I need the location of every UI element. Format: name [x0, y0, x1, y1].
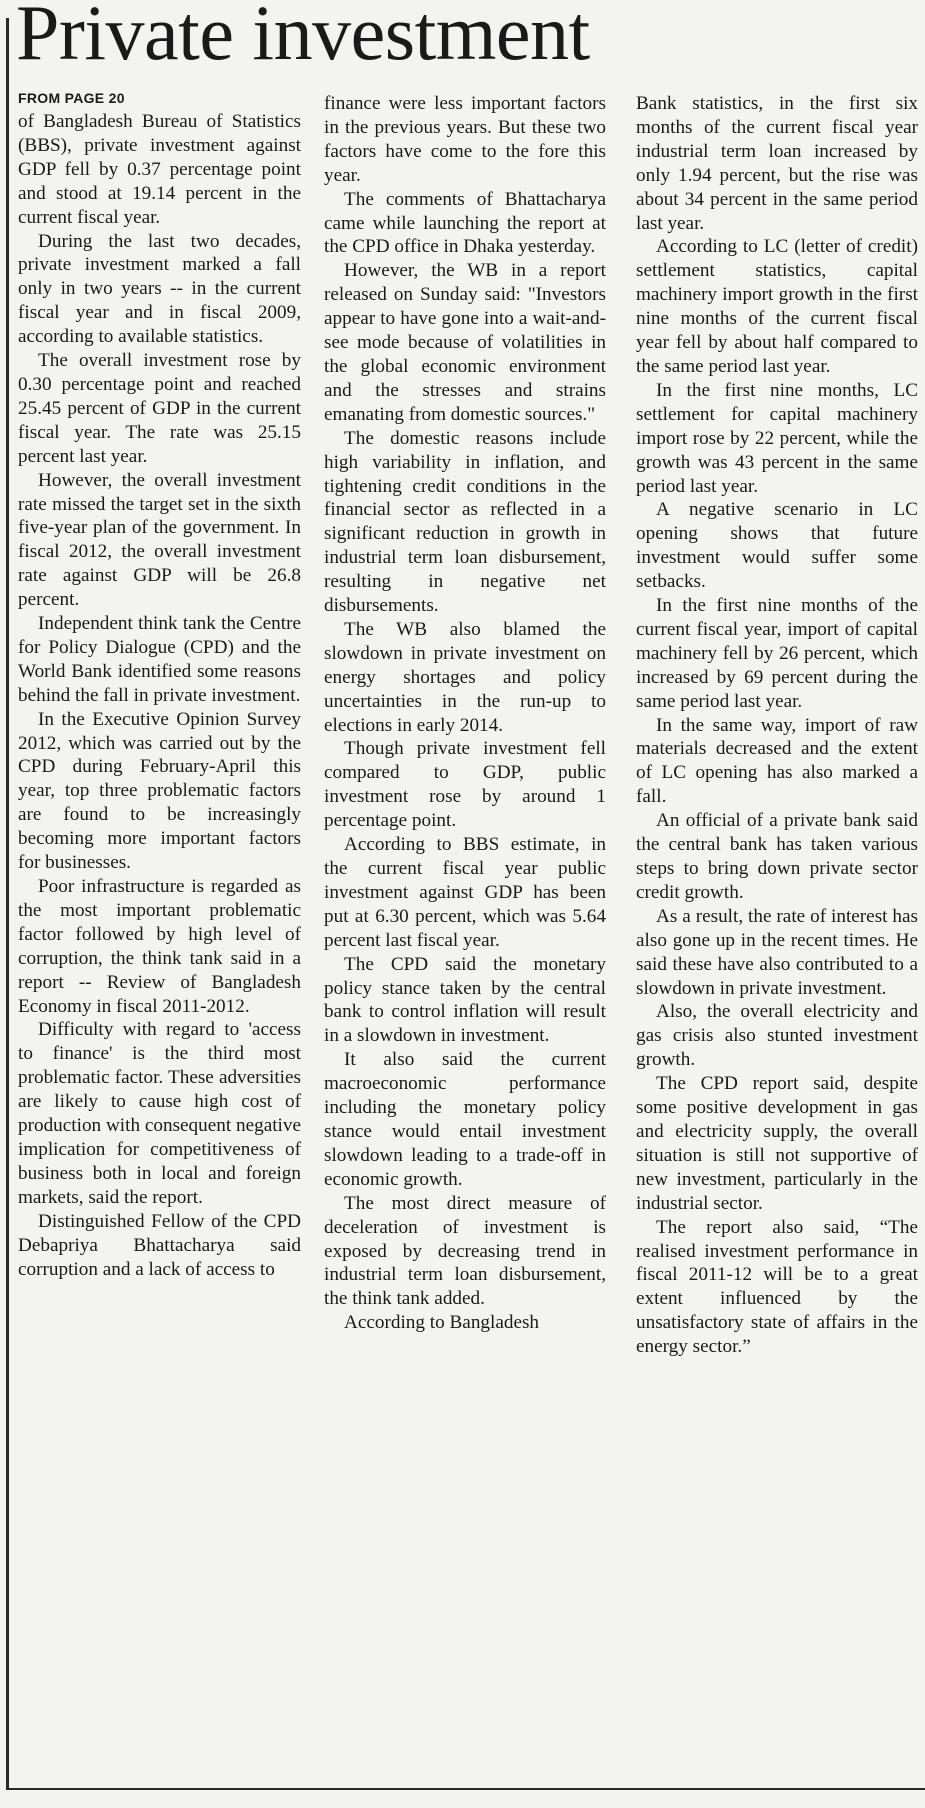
paragraph: The most direct measure of deceleration of investment is exposed by decreasing trend in industrial term loan disbursement, the think tank added. [324, 1192, 606, 1310]
paragraph: However, the WB in a report released on Sunday said: "Investors appear to have gone into a wait-and-see mode because of volatilities in the global economic environment and the stresses and strains emanating from domestic sources." [324, 260, 606, 425]
paragraph: The CPD report said, despite some positive development in gas and electricity supply, the overall situation is still not supportive of new investment, particularly in the industrial sector. [636, 1073, 918, 1214]
paragraph: The comments of Bhattacharya came while launching the report at the CPD office in Dhaka yesterday. [324, 188, 606, 258]
paragraph: Poor infrastructure is regarded as the most important problematic factor followed by high level of corruption, the think tank said in a report -- Review of Bangladesh Economy in fiscal 2011-2012. [18, 876, 301, 1017]
paragraph: Also, the overall electricity and gas crisis also stunted investment growth. [636, 1001, 918, 1071]
column-2 [324, 92, 606, 1782]
paragraph: According to BBS estimate, in the current fiscal year public investment against GDP has been put at 6.30 percent, which was 5.64 percent last fiscal year. [324, 834, 606, 951]
paragraph: Though private investment fell compared to GDP, public investment rose by around 1 percentage point. [324, 738, 606, 832]
paragraph: of Bangladesh Bureau of Statistics (BBS), private investment against GDP fell by 0.37 percentage point and stood at 19.14 percent in the current fiscal year. [18, 111, 301, 228]
paragraph: Independent think tank the Centre for Policy Dialogue (CPD) and the World Bank identified some reasons behind the fall in private investment. [18, 613, 301, 706]
paragraph: In the first nine months of the current fiscal year, import of capital machinery fell by 26 percent, which increased by 69 percent during the same period last year. [636, 595, 918, 712]
paragraph: finance were less important factors in the previous years. But these two factors have come to the fore this year. [324, 93, 606, 186]
paragraph: The CPD said the monetary policy stance taken by the central bank to control inflation will result in a slowdown in investment. [324, 953, 606, 1047]
paragraph: As a result, the rate of interest has also gone up in the recent times. He said these have also contributed to a slowdown in private investment. [636, 905, 918, 999]
paragraph: It also said the current macroeconomic performance including the monetary policy stance would entail investment slowdown leading to a trade-off in economic growth. [324, 1049, 606, 1190]
paragraph: According to LC (letter of credit) settlement statistics, capital machinery import growth in the first nine months of the current fiscal year fell by about half compared to the same period last year. [636, 236, 918, 377]
paragraph: The overall investment rose by 0.30 percentage point and reached 25.45 percent of GDP in the current fiscal year. The rate was 25.15 percent last year. [18, 350, 301, 467]
paragraph: Bank statistics, in the first six months of the current fiscal year industrial term loan increased by only 1.94 percent, but the rise was about 34 percent in the same period last year. [636, 93, 918, 234]
paragraph: According to Bangladesh [344, 1312, 540, 1334]
paragraph: The WB also blamed the slowdown in private investment on energy shortages and policy uncertainties in the run-up to elections in early 2014. [324, 618, 606, 736]
paragraph: A negative scenario in LC opening shows that future investment would suffer some setbacks. [636, 499, 918, 593]
jump-label: FROM PAGE 20 [18, 90, 125, 106]
paragraph: Distinguished Fellow of the CPD Debapriya Bhattacharya said corruption and a lack of access to [18, 1210, 301, 1280]
paragraph: However, the overall investment rate missed the target set in the sixth five-year plan of the government. In fiscal 2012, the overall investment rate against GDP will be 26.8 percent. [18, 469, 301, 611]
paragraph: During the last two decades, private investment marked a fall only in two years -- in the current fiscal year and in fiscal 2009, according to available statistics. [18, 230, 301, 348]
column-1 [18, 110, 301, 1800]
paragraph: In the first nine months, LC settlement for capital machinery import rose by 22 percent, while the growth was 43 percent in the same period last year. [636, 379, 918, 497]
bottom-rule [6, 1788, 925, 1790]
paragraph: In the Executive Opinion Survey 2012, which was carried out by the CPD during February-April this year, top three problematic factors are found to be increasingly becoming more important factors for businesses. [18, 708, 301, 874]
paragraph: In the same way, import of raw materials decreased and the extent of LC opening has also marked a fall. [636, 714, 918, 808]
left-column-rule [6, 18, 9, 1790]
headline: Private investment [16, 0, 590, 76]
paragraph: The domestic reasons include high variability in inflation, and tightening credit conditions in the financial sector as reflected in a significant reduction in growth in industrial term loan disbursement, resulting in negative net disbursements. [324, 427, 606, 617]
paragraph: An official of a private bank said the central bank has taken various steps to bring down private sector credit growth. [636, 810, 918, 903]
paragraph: The report also said, “The realised investment performance in fiscal 2011-12 will be to a great extent influenced by the unsatisfactory state of affairs in the energy sector.” [636, 1216, 918, 1358]
paragraph: Difficulty with regard to 'access to finance' is the third most problematic factor. These adversities are likely to cause high cost of production with consequent negative implication for competitiveness of business both in local and foreign markets, said the report. [18, 1019, 301, 1208]
column-3 [636, 92, 918, 1782]
